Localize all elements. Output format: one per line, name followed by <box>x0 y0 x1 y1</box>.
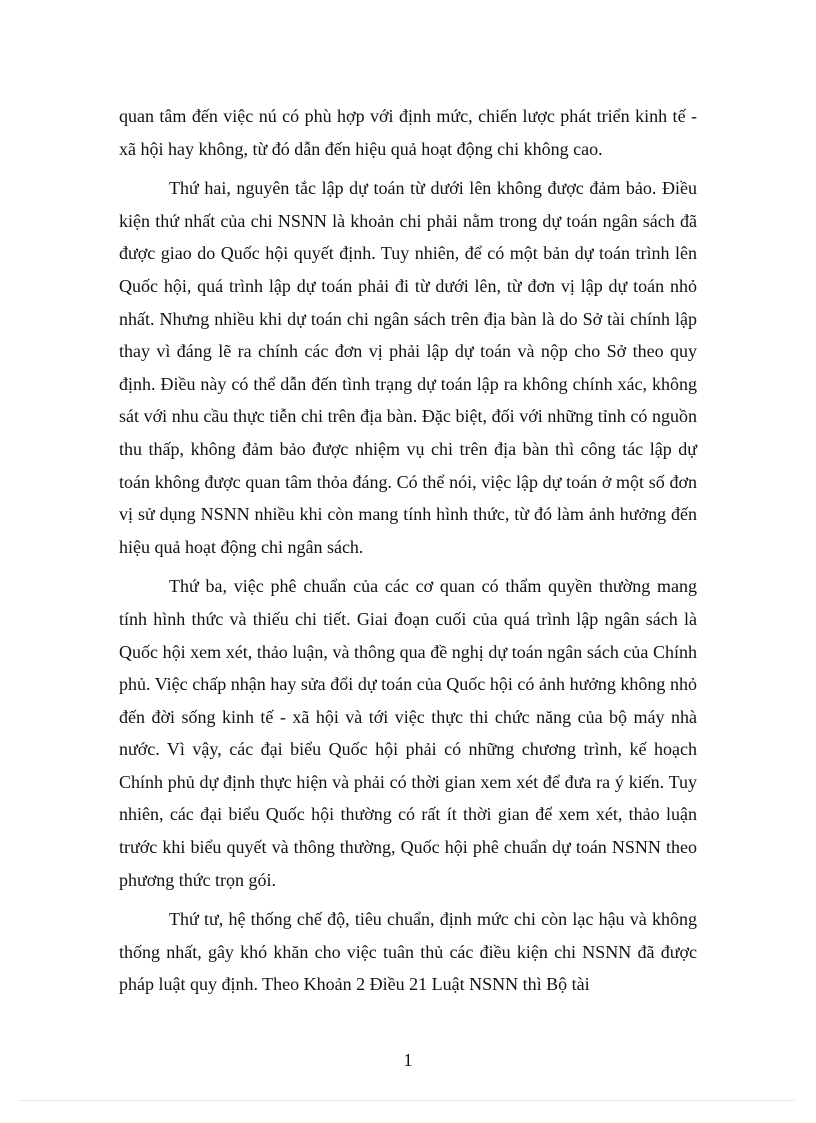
page-bottom-divider <box>20 1100 796 1101</box>
body-text <box>119 100 697 1008</box>
paragraph-thu-hai: Thứ hai, nguyên tắc lập dự toán từ dưới lên không được đảm bảo. Điều kiện thứ nhất của chi NSNN là khoản chi phải nằm trong dự toán ngân sách đã được giao do Quốc hội quyết định. Tuy nhiên, để có một bản dự toán trình lên Quốc hội, quá trình lập dự toán phải đi từ dưới lên, từ đơn vị lập dự toán nhỏ nhất. Nhưng nhiều khi dự toán chi ngân sách trên địa bàn là do Sở tài chính lập thay vì đáng lẽ ra chính các đơn vị phải lập dự toán và nộp cho Sở theo quy định. Điều này có thể dẫn đến tình trạng dự toán lập ra không chính xác, không sát với nhu cầu thực tiễn chi trên địa bàn. Đặc biệt, đối với những tỉnh có nguồn thu thấp, không đảm bảo được nhiệm vụ chi trên địa bàn thì công tác lập dự toán không được quan tâm thỏa đáng. Có thể nói, việc lập dự toán ở một số đơn vị sử dụng NSNN nhiều khi còn mang tính hình thức, từ đó làm ảnh hưởng đến hiệu quả hoạt động chi ngân sách. <box>119 178 697 557</box>
paragraph-thu-tu: Thứ tư, hệ thống chế độ, tiêu chuẩn, định mức chi còn lạc hậu và không thống nhất, gây khó khăn cho việc tuân thủ các điều kiện chi NSNN đã được pháp luật quy định. Theo Khoản 2 Điều 21 Luật NSNN thì Bộ tài <box>119 909 697 995</box>
paragraph-continuation: quan tâm đến việc nú có phù hợp với định mức, chiến lược phát triển kinh tế - xã hội hay không, từ đó dẫn đến hiệu quả hoạt động chi không cao. <box>119 106 697 159</box>
page-number: 1 <box>403 1050 413 1070</box>
paragraph-thu-ba: Thứ ba, việc phê chuẩn của các cơ quan có thẩm quyền thường mang tính hình thức và thiếu chi tiết. Giai đoạn cuối của quá trình lập ngân sách là Quốc hội xem xét, thảo luận, và thông qua đề nghị dự toán ngân sách của Chính phủ. Việc chấp nhận hay sửa đổi dự toán của Quốc hội có ảnh hưởng không nhỏ đến đời sống kinh tế - xã hội và tới việc thực thi chức năng của bộ máy nhà nước. Vì vậy, các đại biểu Quốc hội phải có những chương trình, kế hoạch Chính phủ dự định thực hiện và phải có thời gian xem xét để đưa ra ý kiến. Tuy nhiên, các đại biểu Quốc hội thường có rất ít thời gian để xem xét, thảo luận trước khi biểu quyết và thông thường, Quốc hội phê chuẩn dự toán NSNN theo phương thức trọn gói. <box>119 576 697 890</box>
